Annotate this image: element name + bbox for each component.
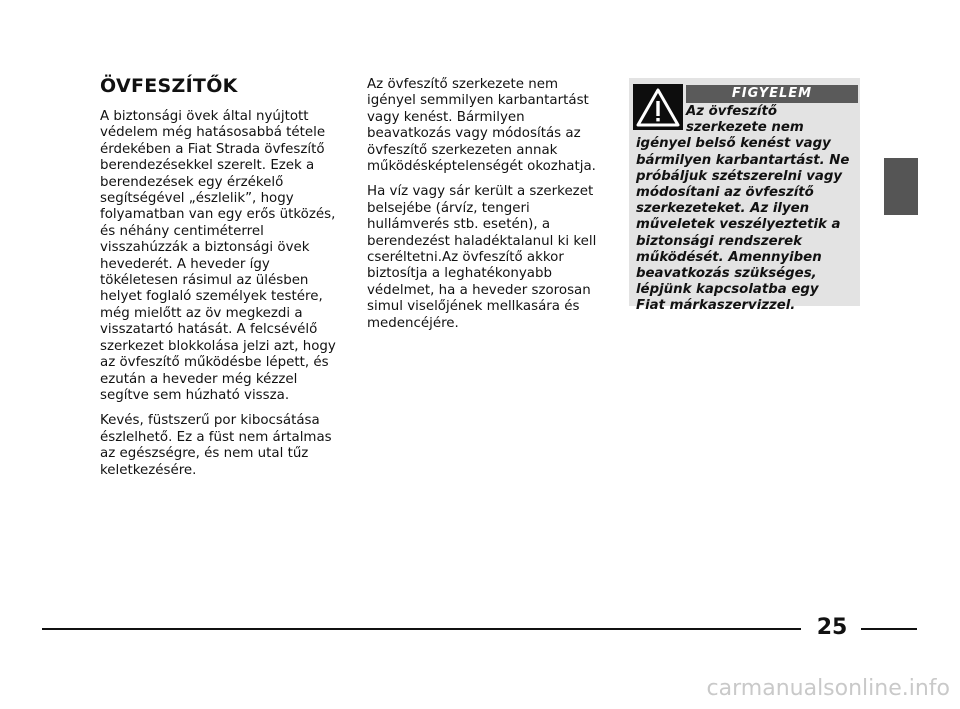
body-paragraph-4: Ha víz vagy sár került a szerkezet belsejébe (árvíz, tengeri hullámverés stb. esetén), a berendezést haladéktalanul ki kell cseréltetni.Az övfeszítő akkor biztosítja a leghatékonyabb védelmet, ha a heveder szorosan simul viselőjének mellkasára és medencéjére. <box>367 184 597 331</box>
icon-spacer <box>636 104 686 134</box>
footer-rule-left <box>42 628 801 630</box>
page-number: 25 <box>816 615 848 640</box>
body-paragraph-1: A biztonsági övek által nyújtott védelem még hatásosabbá tétele érdekében a Fiat Strada övfeszítő berendezésekkel szerelt. Ezek a berendezések egy érzékelő segítségével „észlelik”, hogy folyamatban van egy erős ütközés, és néhány centiméterrel visszahúzzák a biztonsági övek hevederét. A heveder így tökéletesen rásimul az ülésben helyet foglaló személyek testére, még mielőtt az öv megkezdi a visszatartó hatását. A felcsévélő szerkezet blokkolása jelzi azt, hogy az övfeszítő működésbe lépett, és ezután a heveder még kézzel segítve sem húzható vissza. <box>100 109 336 403</box>
warning-text-block <box>636 104 852 315</box>
warning-text: Az övfeszítő szerkezete nem igényel belső kenést vagy bármilyen karbantartást. Ne próbáljuk szétszerelni vagy módosítani az övfeszítő szerkezeteket. Az ilyen műveletek veszélyeztetik a biztonsági rendszerek működését. Amennyiben beavatkozás szükséges, lépjünk kapcsolatba egy Fiat márkaszervizzel. <box>636 104 850 314</box>
body-paragraph-2: Kevés, füstszerű por kibocsátása észlelhető. Ez a füst nem ártalmas az egészségre, és nem utal tűz keletkezésére. <box>100 413 332 478</box>
section-title: ÖVFESZÍTŐK <box>100 75 238 97</box>
watermark: carmanualsonline.info <box>706 676 950 701</box>
chapter-tab <box>884 158 918 215</box>
warning-label: FIGYELEM <box>686 85 858 103</box>
body-paragraph-3: Az övfeszítő szerkezete nem igényel semmilyen karbantartást vagy kenést. Bármilyen beavatkozás vagy módosítás az övfeszítő szerkezeten annak működésképtelenségét okozhatja. <box>367 77 596 175</box>
left-column <box>100 75 336 488</box>
middle-column <box>367 77 599 341</box>
footer-rule-right <box>861 628 917 630</box>
